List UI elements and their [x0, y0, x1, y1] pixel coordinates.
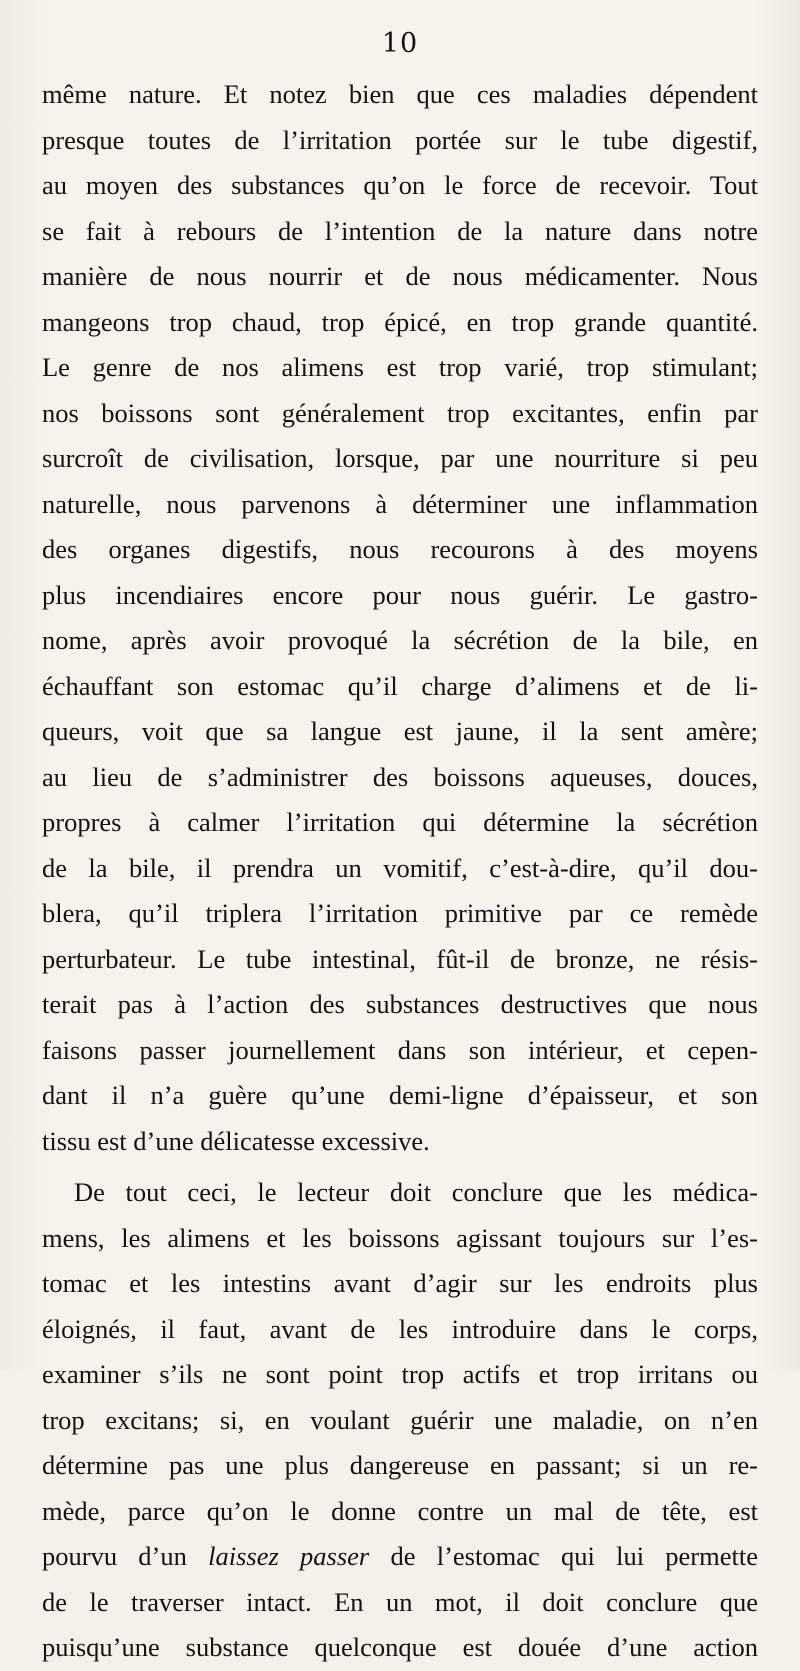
text-line: propres à calmer l’irritation qui détermine la sécrétion [42, 807, 758, 837]
italic-phrase: laissez passer [208, 1541, 370, 1571]
text-line: de le traverser intact. En un mot, il doit conclure que [42, 1586, 758, 1617]
text-line: blera, qu’il triplera l’irritation primitive par ce remède [42, 898, 758, 928]
text-line: queurs, voit que sa langue est jaune, il la sent amère; [42, 716, 758, 746]
text-line: surcroît de civilisation, lorsque, par une nourriture si peu [42, 443, 758, 473]
paragraph-2-end [42, 1580, 758, 1671]
text-line: nome, après avoir provoqué la sécrétion de la bile, en [42, 625, 758, 655]
text-line: nos boissons sont généralement trop excitantes, enfin par [42, 397, 758, 428]
text-line: mens, les alimens et les boissons agissant toujours sur l’es- [42, 1222, 758, 1253]
text-line: se fait à rebours de l’intention de la nature dans notre [42, 215, 758, 246]
text-line: éloignés, il faut, avant de les introduire dans le corps, [42, 1313, 758, 1344]
text-line: examiner s’ils ne sont point trop actifs et trop irritans ou [42, 1359, 758, 1389]
text-line: détermine pas une plus dangereuse en passant; si un re- [42, 1450, 758, 1480]
text-line: faisons passer journellement dans son intérieur, et cepen- [42, 1034, 758, 1065]
text-line: trop excitans; si, en voulant guérir une maladie, on n’en [42, 1404, 758, 1435]
line-text-after: de l’estomac qui lui permette [369, 1541, 758, 1571]
text-line: naturelle, nous parvenons à déterminer une inflammation [42, 488, 758, 519]
text-line: tissu est d’une délicatesse excessive. [42, 1125, 430, 1156]
text-line: échauffant son estomac qu’il charge d’alimens et de li- [42, 670, 758, 701]
text-line: De tout ceci, le lecteur doit conclure que les médica- [74, 1177, 758, 1207]
text-line: mangeons trop chaud, trop épicé, en trop grande quantité. [42, 306, 758, 337]
text-line: puisqu’une substance quelconque est douée d’une action [42, 1632, 758, 1662]
paragraph-1 [42, 72, 758, 1164]
text-line: des organes digestifs, nous recourons à des moyens [42, 534, 758, 564]
text-line: plus incendiaires encore pour nous guérir. Le gastro- [42, 579, 758, 610]
text-line: de la bile, il prendra un vomitif, c’est-à-dire, qu’il dou- [42, 852, 758, 883]
text-line: au moyen des substances qu’on le force de recevoir. Tout [42, 170, 758, 200]
text-line: au lieu de s’administrer des boissons aqueuses, douces, [42, 761, 758, 792]
text-line: tomac et les intestins avant d’agir sur les endroits plus [42, 1268, 758, 1298]
page-body [42, 72, 758, 1671]
text-line: manière de nous nourrir et de nous médicamenter. Nous [42, 261, 758, 291]
paragraph-2 [42, 1170, 758, 1534]
text-line: perturbateur. Le tube intestinal, fût-il de bronze, ne résis- [42, 943, 758, 974]
page-number: 10 [381, 28, 419, 59]
text-line-italic [42, 1534, 758, 1580]
text-line: terait pas à l’action des substances destructives que nous [42, 989, 758, 1019]
line-text-before: pourvu d’un [42, 1541, 209, 1571]
text-line: mède, parce qu’on le donne contre un mal de tête, est [42, 1495, 758, 1526]
text-line: dant il n’a guère qu’une demi-ligne d’épaisseur, et son [42, 1080, 758, 1110]
text-line: même nature. Et notez bien que ces maladies dépendent [42, 79, 758, 109]
text-line: Le genre de nos alimens est trop varié, trop stimulant; [42, 352, 758, 382]
text-line: presque toutes de l’irritation portée sur le tube digestif, [42, 124, 758, 155]
